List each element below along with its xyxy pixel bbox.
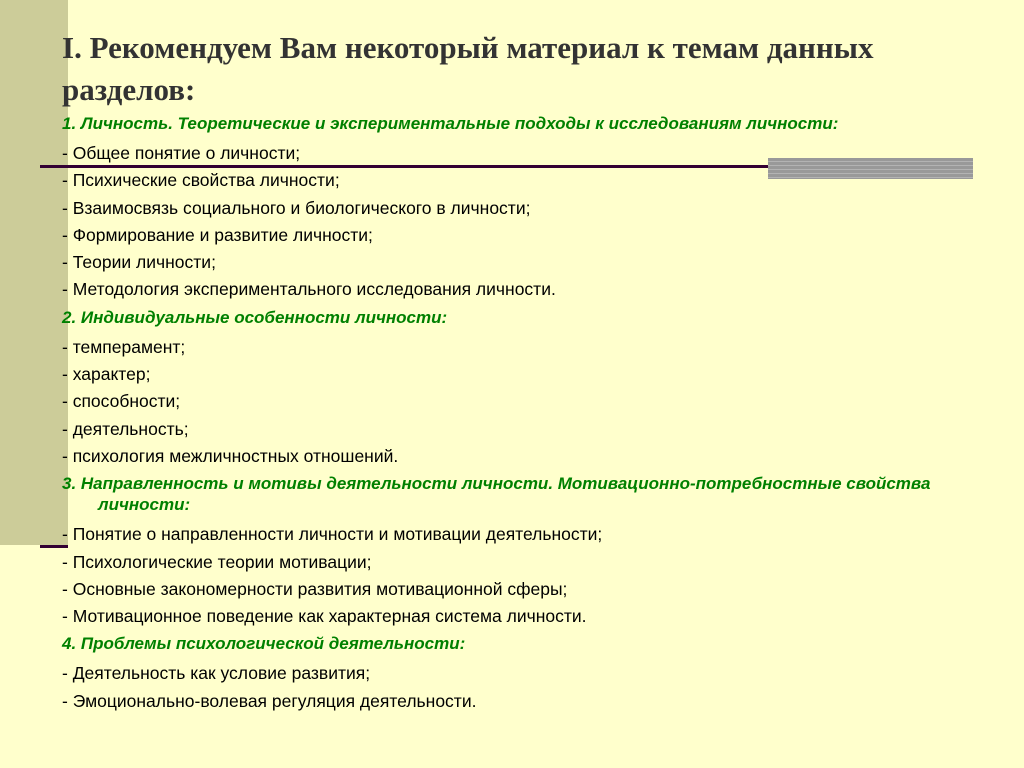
list-item: - Общее понятие о личности; xyxy=(62,140,962,167)
list-item: - Понятие о направленности личности и мотивации деятельности; xyxy=(62,521,962,548)
list-item: - характер; xyxy=(62,361,962,388)
list-item: - способности; xyxy=(62,388,962,415)
section-2 xyxy=(62,307,962,470)
list-item: - Взаимосвязь социального и биологического в личности; xyxy=(62,195,962,222)
section-3 xyxy=(62,473,962,630)
list-item: - Формирование и развитие личности; xyxy=(62,222,962,249)
section-heading: 4. Проблемы психологической деятельности: xyxy=(62,634,466,654)
list-item: - деятельность; xyxy=(62,416,962,443)
list-item: - Психологические теории мотивации; xyxy=(62,549,962,576)
list-item: - темперамент; xyxy=(62,334,962,361)
section-heading: 3. Направленность и мотивы деятельности личности. Мотивационно-потребностные свойства личности: xyxy=(62,474,931,515)
section-heading: 2. Индивидуальные особенности личности: xyxy=(62,307,448,327)
section-1 xyxy=(62,113,962,304)
list-item: - Мотивационное поведение как характерная система личности. xyxy=(62,603,962,630)
section-heading: 1. Личность. Теоретические и экспериментальные подходы к исследованиям личности: xyxy=(62,114,839,133)
list-item: - Эмоционально-волевая регуляция деятельности. xyxy=(62,688,962,715)
slide-content xyxy=(62,113,962,715)
list-item: - Основные закономерности развития мотивационной сферы; xyxy=(62,576,962,603)
section-4 xyxy=(62,633,962,715)
list-item: - Методология экспериментального исследования личности. xyxy=(62,276,962,303)
slide-title: I. Рекомендуем Вам некоторый материал к темам данных разделов: xyxy=(62,30,874,107)
list-item: - Психические свойства личности; xyxy=(62,167,962,194)
list-item: - Деятельность как условие развития; xyxy=(62,660,962,687)
list-item: - психология межличностных отношений. xyxy=(62,443,962,470)
left-decorative-band xyxy=(0,0,68,545)
list-item: - Теории личности; xyxy=(62,249,962,276)
